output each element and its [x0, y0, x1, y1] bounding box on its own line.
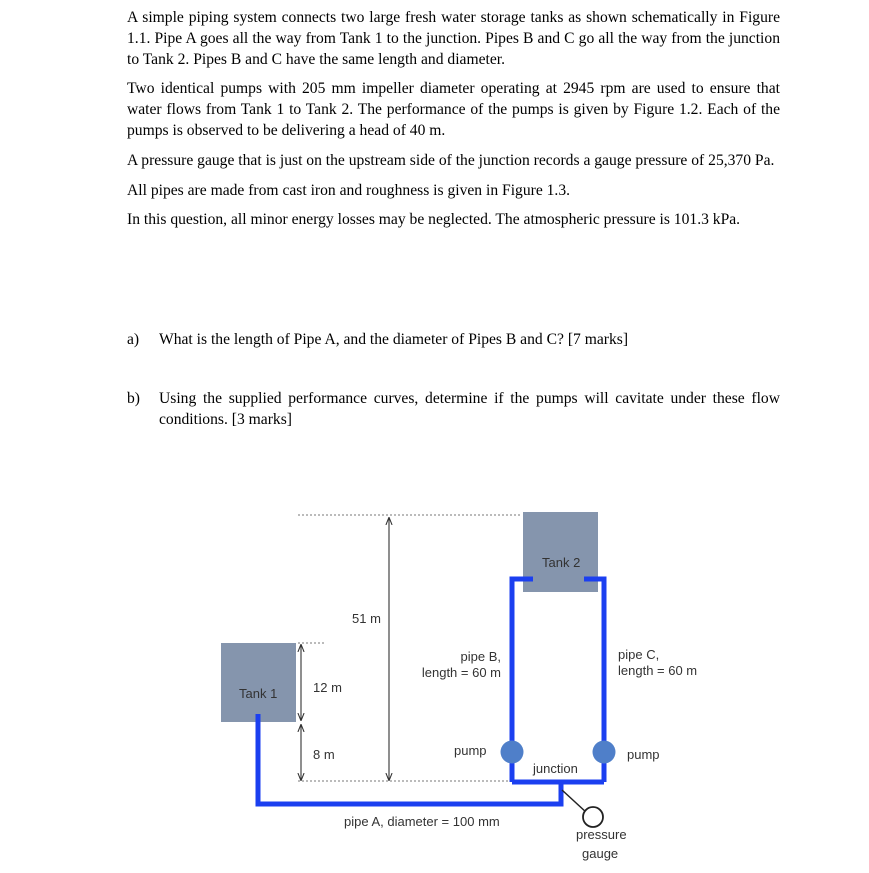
paragraph-gauge: A pressure gauge that is just on the upstream side of the junction records a gauge pressure of 25,370 Pa.	[127, 151, 775, 169]
pipe-b-label-2: length = 60 m	[421, 665, 501, 680]
junction-label: junction	[533, 761, 578, 776]
pump-left-label: pump	[454, 743, 487, 758]
pipe-a-label: pipe A, diameter = 100 mm	[344, 814, 500, 829]
tank1	[221, 643, 296, 722]
gauge-label-2: gauge	[582, 846, 619, 861]
question-a-label: a)	[127, 331, 140, 348]
tank2-label: Tank 2	[542, 555, 581, 570]
pipe-c-label-2: length = 60 m	[618, 663, 698, 678]
pressure-gauge-icon	[583, 807, 603, 827]
pump-right	[593, 741, 616, 764]
pump-right-label: pump	[627, 747, 660, 762]
pump-left	[501, 741, 524, 764]
paragraph-intro: A simple piping system connects two large fresh water storage tanks as shown schematically in Figure 1.1. Pipe A goes all the way from Tank 1 to the junction. Pipes B and C go all the way from the junction to Tank 2. Pipes B and C have the same length and diameter.	[127, 9, 780, 68]
tank1-label: Tank 1	[239, 686, 278, 701]
question-a-text: What is the length of Pipe A, and the diameter of Pipes B and C? [7 marks]	[159, 331, 629, 348]
question-b-text: Using the supplied performance curves, determine if the pumps will cavitate under these flow conditions. [3 marks]	[159, 390, 780, 428]
dimension-51m-label: 51 m	[352, 611, 381, 626]
question-b-label: b)	[127, 390, 140, 407]
gauge-stem	[562, 790, 587, 813]
pipe-b-label-1: pipe B,	[460, 649, 501, 664]
paragraph-pumps: Two identical pumps with 205 mm impeller diameter operating at 2945 rpm are used to ensure that water flows from Tank 1 to Tank 2. The performance of the pumps is given by Figure 1.2. Each of the pumps is observed to be delivering a head of 40 m.	[127, 80, 780, 139]
paragraph-material: All pipes are made from cast iron and roughness is given in Figure 1.3.	[127, 181, 571, 199]
paragraph-assumptions: In this question, all minor energy losses may be neglected. The atmospheric pressure is 101.3 kPa.	[127, 211, 741, 229]
dimension-12m-label: 12 m	[313, 680, 342, 695]
dimension-8m-label: 8 m	[313, 747, 335, 762]
pipe-c-label-1: pipe C,	[618, 647, 660, 662]
gauge-label-1: pressure	[576, 827, 627, 842]
